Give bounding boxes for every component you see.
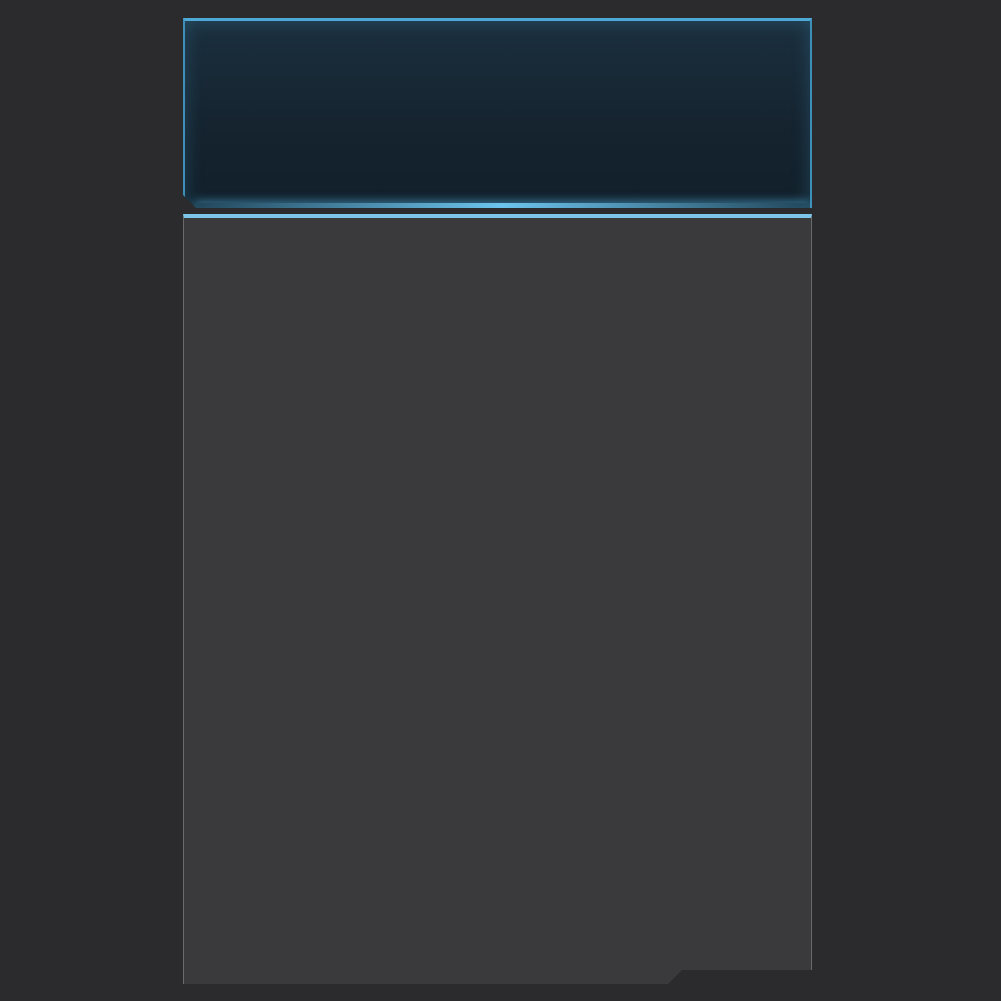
feature-panel: [183, 18, 812, 208]
spec-table-panel: [183, 214, 812, 984]
